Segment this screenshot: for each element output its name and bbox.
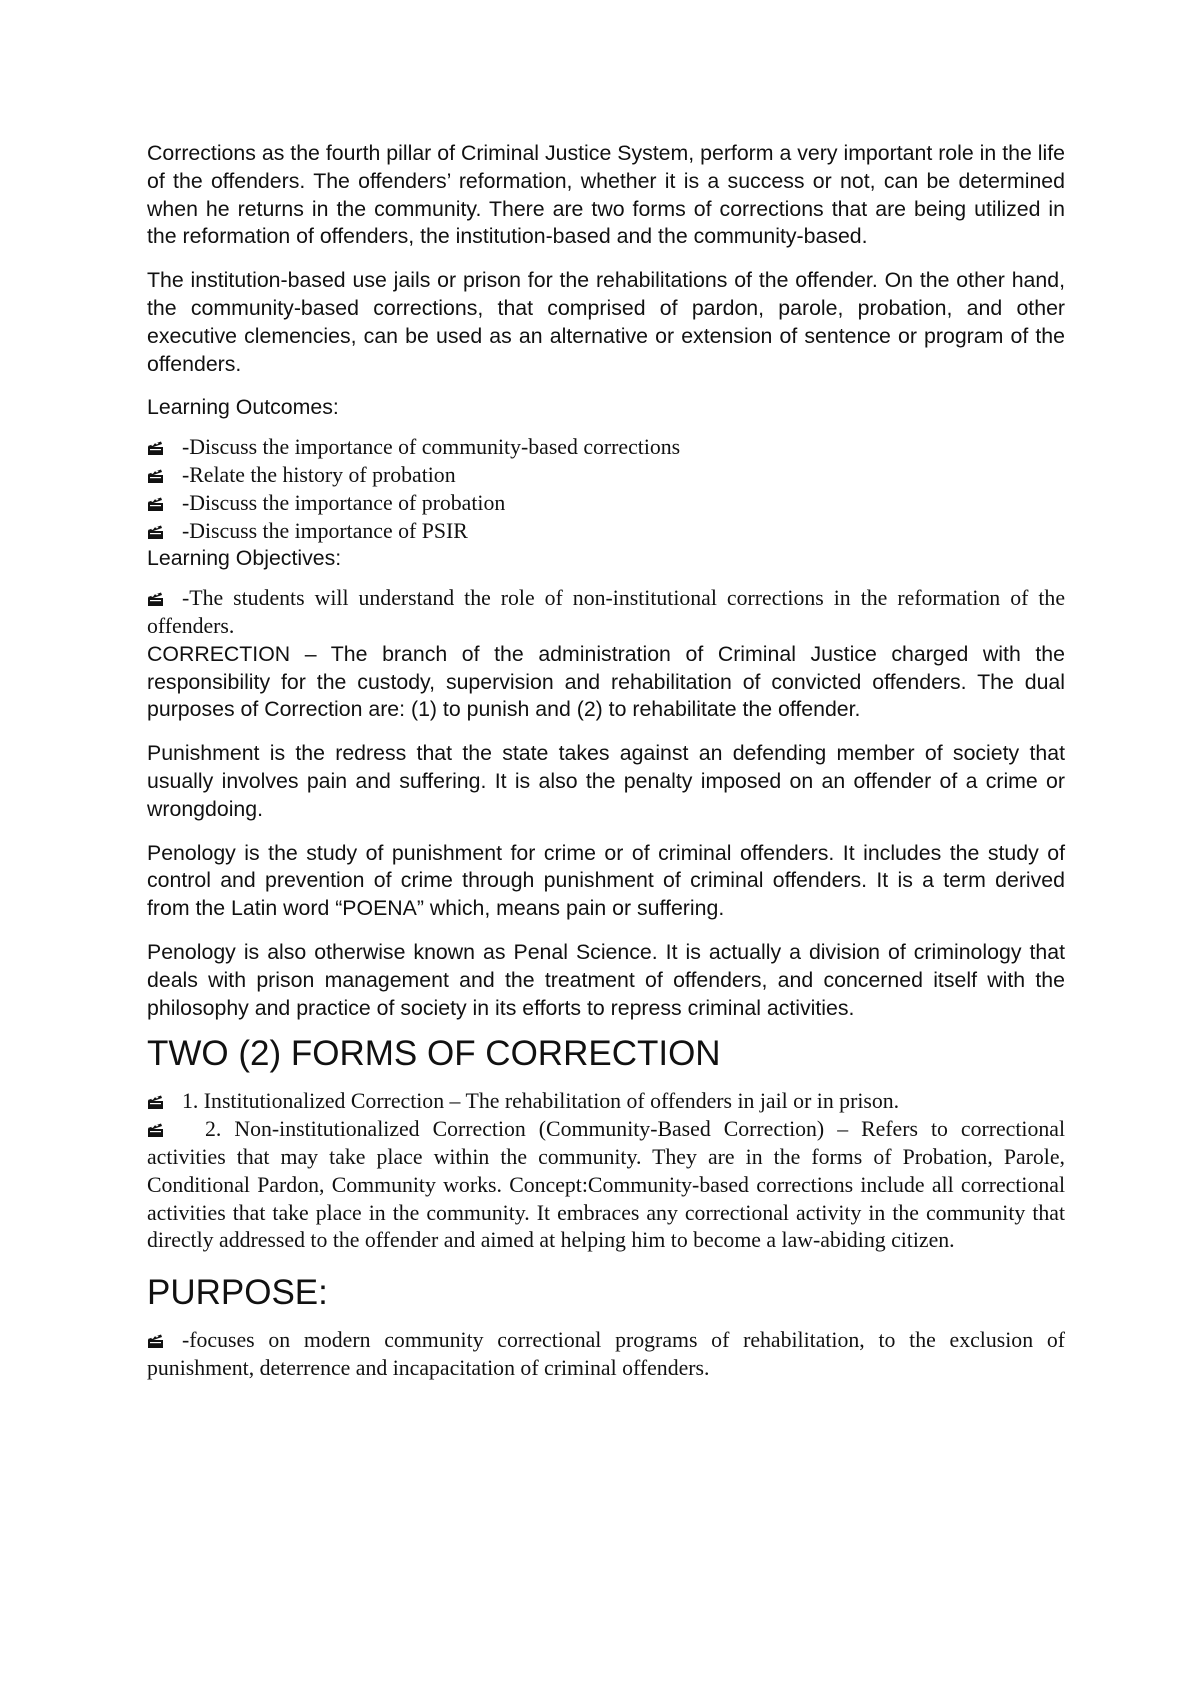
clapperboard-icon: [147, 462, 182, 490]
clapperboard-icon: [147, 1116, 205, 1144]
purpose-item: [147, 1327, 1065, 1383]
clapperboard-icon: [147, 585, 182, 613]
list-item-text: 1. Institutionalized Correction – The rehabilitation of offenders in jail or in prison.: [182, 1089, 900, 1114]
list-item-text: -Discuss the importance of probation: [182, 490, 506, 515]
intro-paragraph-1: Corrections as the fourth pillar of Criminal Justice System, perform a very important role in the life of the offenders. The offenders’ reformation, whether it is a success or not, can be determined when he returns in the community. There are two forms of corrections that are being utilized in the reformation of offenders, the institution-based and the community-based.: [147, 141, 1065, 249]
forms-item-1: [147, 1088, 1065, 1116]
list-item-text: -Discuss the importance of PSIR: [182, 518, 468, 543]
learning-objective-item: [147, 585, 1065, 641]
list-item-text: -focuses on modern community correctional programs of rehabilitation, to the exclusion of punishment, deterrence and incapacitation of criminal offenders.: [147, 1328, 1065, 1380]
list-item-text: -Relate the history of probation: [182, 462, 456, 487]
clapperboard-icon: [147, 518, 182, 546]
clapperboard-icon: [147, 1088, 182, 1116]
list-item-text: -Discuss the importance of community-based corrections: [182, 435, 681, 460]
list-item: [147, 462, 1065, 490]
learning-outcomes-list: [147, 434, 1065, 545]
list-item-text: 2. Non-institutionalized Correction (Community-Based Correction) – Refers to correctional activities that may take place within the community. They are in the forms of Probation, Parole, Conditional Pardon, Community works. Concept:Community-based corrections include all correctional activities that take place in the community. It embraces any correctional activity in the community that directly addressed to the offender and aimed at helping him to become a law-abiding citizen.: [147, 1117, 1065, 1253]
punishment-definition: Punishment is the redress that the state takes against an defending member of society that usually involves pain and suffering. It is also the penalty imposed on an offender of a crime or wrongdoing.: [147, 741, 1065, 821]
clapperboard-icon: [147, 434, 182, 462]
learning-objectives-label: Learning Objectives:: [147, 546, 342, 571]
forms-item-2: [147, 1116, 1065, 1255]
clapperboard-icon: [147, 490, 182, 518]
penology-definition: Penology is the study of punishment for crime or of criminal offenders. It includes the study of control and prevention of crime through punishment of criminal offenders. It is a term derived from the Latin word “POENA” which, means pain or suffering.: [147, 840, 1065, 921]
list-item: [147, 434, 1065, 462]
forms-heading: TWO (2) FORMS OF CORRECTION: [147, 1034, 721, 1074]
list-item: [147, 490, 1065, 518]
correction-definition: CORRECTION – The branch of the administration of Criminal Justice charged with the responsibility for the custody, supervision and rehabilitation of convicted offenders. The dual purposes of Correction are: (1) to punish and (2) to rehabilitate the offender.: [147, 641, 1065, 722]
intro-paragraph-2: The institution-based use jails or prison for the rehabilitations of the offender. On the other hand, the community-based corrections, that comprised of pardon, parole, probation, and other executive clemencies, can be used as an alternative or extension of sentence or program of the offenders.: [147, 268, 1065, 376]
penal-science-definition: Penology is also otherwise known as Penal Science. It is actually a division of criminology that deals with prison management and the treatment of offenders, and concerned itself with the philosophy and practice of society in its efforts to repress criminal activities.: [147, 939, 1065, 1020]
list-item-text: -The students will understand the role of non-institutional corrections in the reformation of the offenders.: [147, 586, 1065, 638]
learning-outcomes-label: Learning Outcomes:: [147, 395, 339, 420]
clapperboard-icon: [147, 1327, 182, 1355]
document-page: [147, 140, 1065, 1383]
list-item: [147, 518, 1065, 546]
purpose-heading: PURPOSE:: [147, 1273, 328, 1313]
